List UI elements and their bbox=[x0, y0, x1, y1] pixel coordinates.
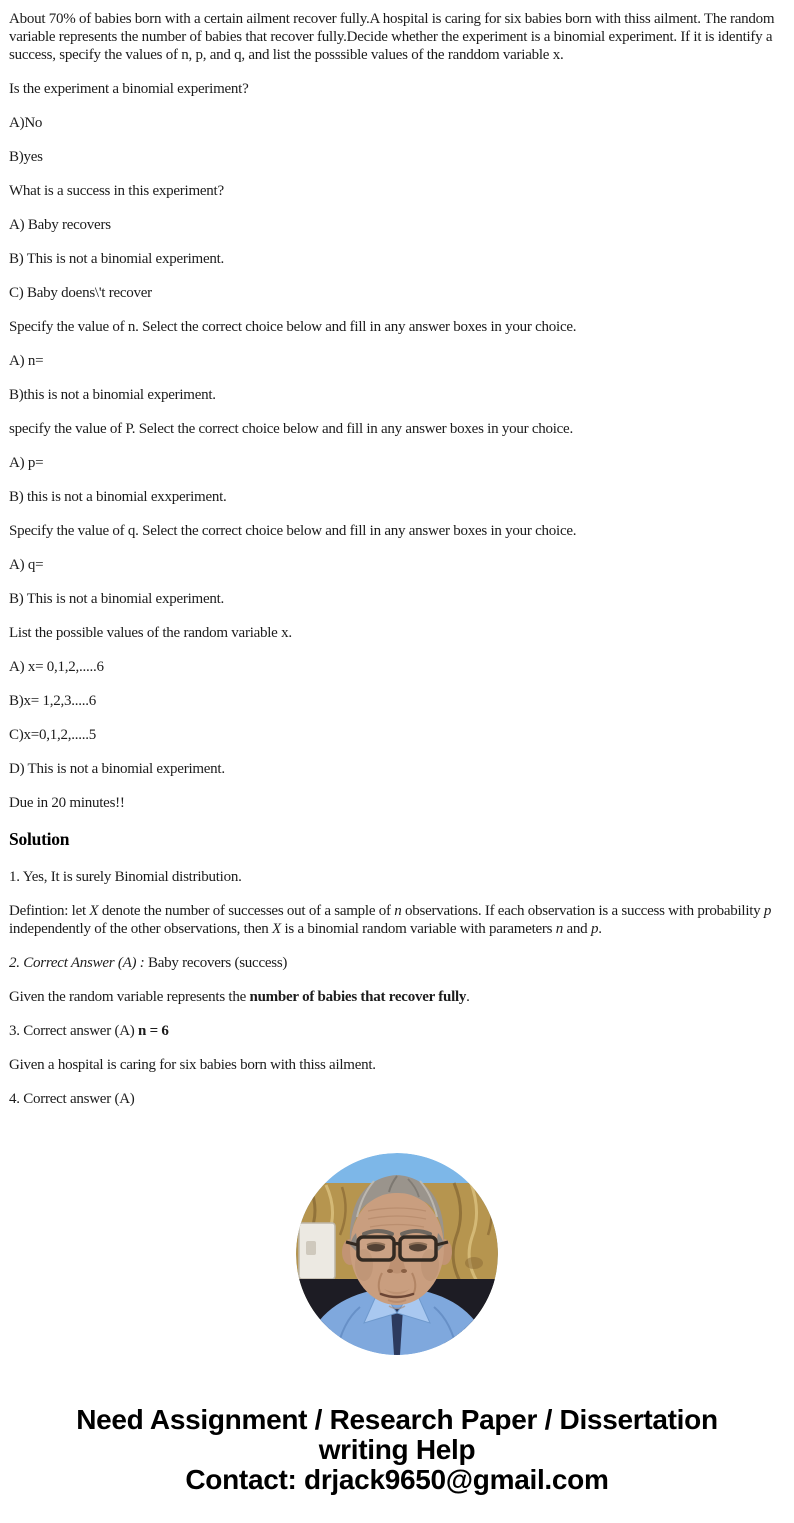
tutor-photo-row bbox=[0, 1153, 794, 1355]
question-line: Specify the value of q. Select the correct choice below and fill in any answer boxes in your choice. bbox=[9, 523, 577, 539]
text-segment: n = 6 bbox=[138, 1023, 169, 1039]
solution-definition bbox=[9, 902, 785, 938]
text-segment: observations. If each observation is a success with probability bbox=[401, 903, 764, 919]
question-line: List the possible values of the random variable x. bbox=[9, 625, 292, 641]
question-line: B) This is not a binomial experiment. bbox=[9, 591, 225, 607]
tutor-photo bbox=[296, 1153, 498, 1355]
text-segment: denote the number of successes out of a sample of bbox=[98, 903, 395, 919]
solution-given-1 bbox=[9, 988, 785, 1006]
solution-point-2 bbox=[9, 954, 785, 972]
footer-banner bbox=[0, 1405, 794, 1495]
footer-line-services: Need Assignment / Research Paper / Dissertation bbox=[76, 1404, 718, 1435]
question-line: B)x= 1,2,3.....6 bbox=[9, 693, 96, 709]
question-line: B)yes bbox=[9, 149, 43, 165]
question-line: B) This is not a binomial experiment. bbox=[9, 251, 225, 267]
footer-line-contact-email: Contact: drjack9650@gmail.com bbox=[185, 1464, 609, 1495]
question-line: A) x= 0,1,2,.....6 bbox=[9, 659, 104, 675]
text-segment: . bbox=[598, 921, 602, 937]
solution-point-4: 4. Correct answer (A) bbox=[9, 1091, 135, 1107]
footer-line-help: writing Help bbox=[318, 1434, 476, 1465]
text-segment: number of babies that recover fully bbox=[249, 989, 467, 1005]
text-segment: n bbox=[394, 903, 402, 919]
question-line: A) n= bbox=[9, 353, 44, 369]
question-line: Is the experiment a binomial experiment? bbox=[9, 81, 249, 97]
question-line: specify the value of P. Select the correct choice below and fill in any answer boxes in your choice. bbox=[9, 421, 573, 437]
question-intro: About 70% of babies born with a certain ailment recover fully.A hospital is caring for six babies born with thiss ailment. The random variable represents the number of babies that recover fully.Decide whether the experiment is a binomial experiment. If it is identify a success, specify the values of n, p, and q, and list the posssible values of the randdom variable x. bbox=[9, 11, 775, 63]
question-line: A) Baby recovers bbox=[9, 217, 111, 233]
solution-given-2: Given a hospital is caring for six babies born with thiss ailment. bbox=[9, 1057, 376, 1073]
text-segment: X bbox=[89, 903, 99, 919]
text-segment: independently of the other observations, then bbox=[9, 921, 273, 937]
text-segment: Defintion: let bbox=[9, 903, 90, 919]
text-segment: and bbox=[563, 921, 591, 937]
question-line: C)x=0,1,2,.....5 bbox=[9, 727, 96, 743]
text-segment: Given the random variable represents the bbox=[9, 989, 250, 1005]
text-segment: n bbox=[555, 921, 564, 937]
text-segment: 2. Correct Answer (A) : bbox=[9, 955, 148, 971]
tutor-portrait-illustration bbox=[296, 1153, 498, 1355]
question-line: Specify the value of n. Select the correct choice below and fill in any answer boxes in your choice. bbox=[9, 319, 577, 335]
question-line: D) This is not a binomial experiment. bbox=[9, 761, 225, 777]
text-segment: . bbox=[466, 989, 470, 1005]
question-line: A) p= bbox=[9, 455, 44, 471]
solution-heading: Solution bbox=[9, 829, 70, 849]
question-line: A) q= bbox=[9, 557, 44, 573]
text-segment: Baby recovers (success) bbox=[147, 955, 288, 971]
question-line: B) this is not a binomial exxperiment. bbox=[9, 489, 227, 505]
question-line: A)No bbox=[9, 115, 43, 131]
question-line: Due in 20 minutes!! bbox=[9, 795, 125, 811]
text-segment: 3. Correct answer (A) bbox=[9, 1023, 139, 1039]
solution-point-3 bbox=[9, 1022, 785, 1040]
question-line: What is a success in this experiment? bbox=[9, 183, 224, 199]
text-segment: X bbox=[272, 921, 281, 937]
text-segment: p bbox=[590, 921, 599, 937]
text-segment: is a binomial random variable with parameters bbox=[280, 921, 556, 937]
text-segment: p bbox=[763, 903, 772, 919]
question-line: C) Baby doens\'t recover bbox=[9, 285, 152, 301]
question-line: B)this is not a binomial experiment. bbox=[9, 387, 216, 403]
solution-point-1: 1. Yes, It is surely Binomial distribution. bbox=[9, 869, 242, 885]
